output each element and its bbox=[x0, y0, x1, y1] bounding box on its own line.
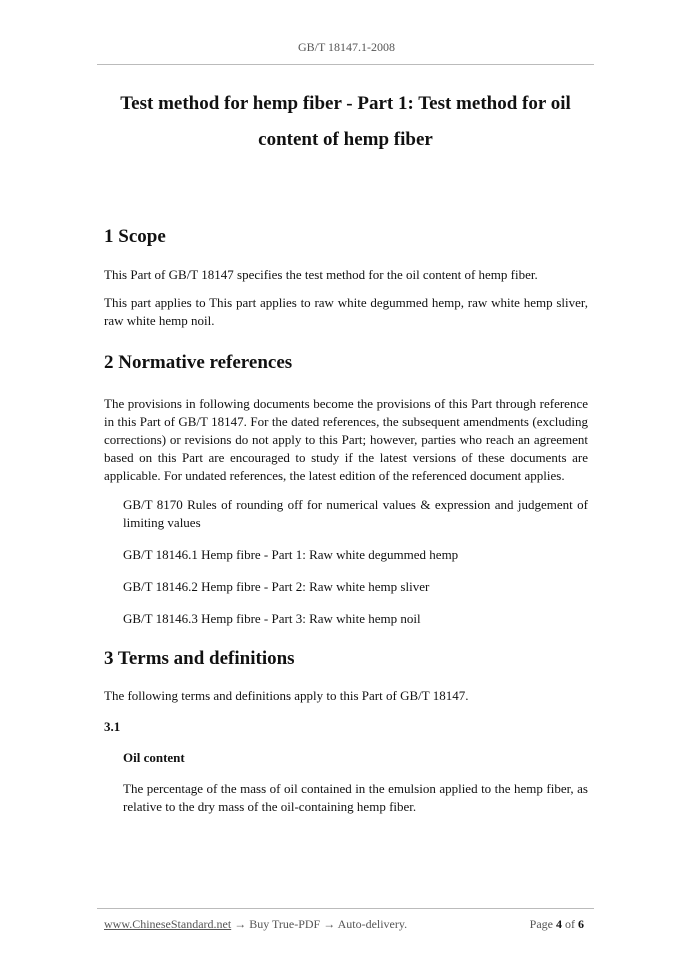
reference-item: GB/T 18146.2 Hemp fibre - Part 2: Raw white hemp sliver bbox=[123, 579, 430, 594]
scope-paragraph-1: This Part of GB/T 18147 specifies the test method for the oil content of hemp fiber. bbox=[104, 267, 538, 282]
section-heading-terms-and-definitions: 3 Terms and definitions bbox=[104, 648, 295, 669]
page-number: 4 bbox=[556, 917, 562, 931]
title-line-2: content of hemp fiber bbox=[258, 129, 433, 150]
reference-item: GB/T 18146.3 Hemp fibre - Part 3: Raw white hemp noil bbox=[123, 611, 421, 626]
document-title bbox=[97, 86, 594, 158]
footer-website-link[interactable]: www.ChineseStandard.net bbox=[104, 917, 232, 931]
page-indicator bbox=[530, 917, 584, 932]
reference-item: GB/T 18146.1 Hemp fibre - Part 1: Raw white degummed hemp bbox=[123, 547, 459, 562]
reference-item: GB/T 8170 Rules of rounding off for numerical values & expression and judgement of limiting values bbox=[123, 497, 588, 530]
page-of-label: of bbox=[565, 917, 575, 931]
running-header: GB/T 18147.1-2008 bbox=[297, 40, 396, 54]
footer-divider bbox=[97, 908, 594, 909]
footer-promo bbox=[104, 917, 407, 932]
page-label: Page bbox=[529, 917, 553, 931]
term-definition: The percentage of the mass of oil contained in the emulsion applied to the hemp fiber, as relative to the dry mass of the oil-containing hemp fiber. bbox=[123, 781, 588, 814]
page-total: 6 bbox=[578, 917, 584, 931]
term-name: Oil content bbox=[123, 750, 185, 765]
clause-number: 3.1 bbox=[104, 719, 121, 734]
section-heading-normative-references: 2 Normative references bbox=[104, 352, 293, 373]
terms-paragraph: The following terms and definitions apply to this Part of GB/T 18147. bbox=[104, 688, 469, 703]
document-body bbox=[104, 225, 588, 816]
section-heading-scope: 1 Scope bbox=[104, 226, 166, 247]
title-line-1: Test method for hemp fiber - Part 1: Test method for oil bbox=[120, 93, 571, 114]
header-divider bbox=[97, 64, 594, 65]
footer-promo-text: → Buy True-PDF → Auto-delivery. bbox=[231, 917, 408, 931]
normative-paragraph: The provisions in following documents become the provisions of this Part through reference in this Part of GB/T 18147. For the dated references, the subsequent amendments (excluding corrections) or revisions do not apply to this Part; however, parties who reach an agreement based on this Part are encouraged to study if the latest versions of these documents are applicable. For undated references, the latest edition of the referenced document applies. bbox=[104, 396, 588, 483]
scope-paragraph-2: This part applies to This part applies to raw white degummed hemp, raw white hemp sliver, raw white hemp noil. bbox=[104, 295, 588, 328]
